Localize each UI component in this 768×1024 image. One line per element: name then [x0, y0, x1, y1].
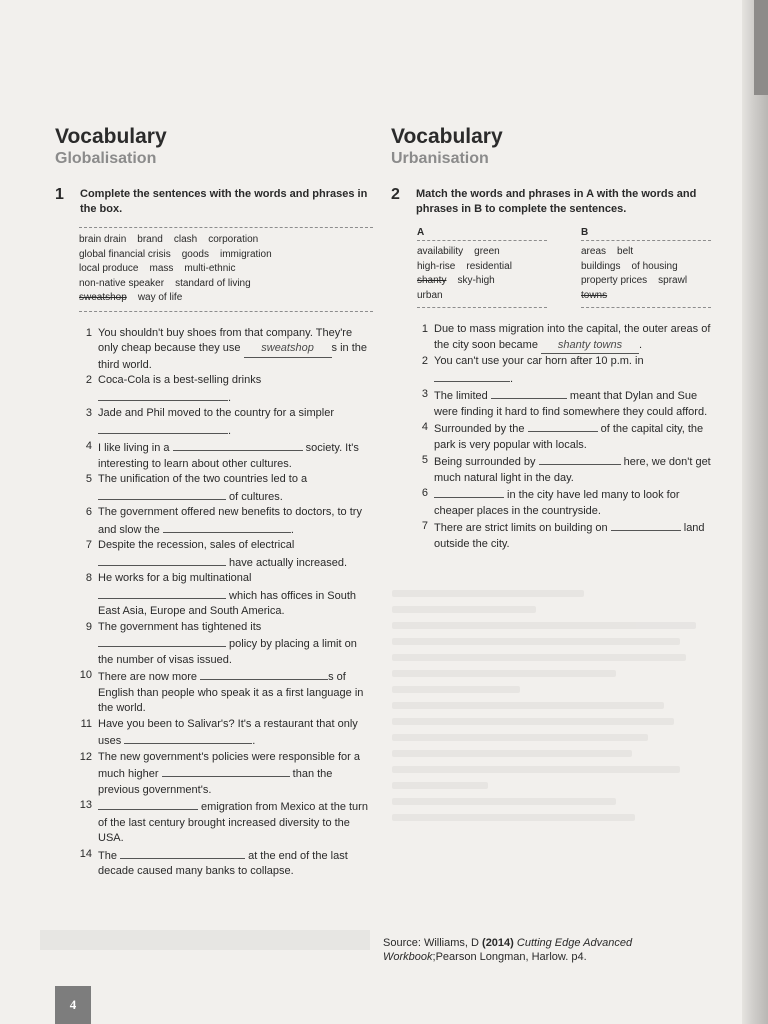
- exercise-item: [411, 354, 711, 387]
- item-text: [434, 486, 711, 519]
- word-option: immigration: [219, 248, 272, 260]
- item-text: [98, 620, 373, 669]
- page-edge-dark-corner: [754, 0, 768, 95]
- exercise-item: [411, 322, 711, 354]
- item-number: 1: [85, 326, 92, 339]
- word-option: clash: [173, 234, 198, 245]
- item-number: 2: [421, 355, 428, 367]
- item-text: [434, 387, 711, 420]
- item-text: [98, 406, 373, 439]
- word-box-line: [79, 262, 373, 277]
- word-option: availability: [417, 246, 464, 257]
- word-box-line: [79, 233, 373, 248]
- item-number: 7: [421, 520, 428, 532]
- exercise-instruction: Match the words and phrases in A with the words and phrases in B to complete the sentences.: [416, 188, 697, 215]
- item-number: 11: [80, 717, 92, 730]
- item-number: 6: [85, 506, 92, 518]
- word-option: of housing: [631, 260, 678, 272]
- item-number: 13: [79, 799, 92, 811]
- item-text-fragment: policy by placing a limit on the number of visas issued.: [98, 638, 357, 666]
- item-text-fragment: .: [510, 372, 514, 385]
- answer-blank-filled[interactable]: [244, 341, 332, 358]
- item-text: [98, 439, 373, 472]
- exercise-instruction: Complete the sentences with the words and phrases in the box.: [80, 188, 368, 215]
- item-text: [98, 798, 373, 847]
- item-text-fragment: which has offices in South East Asia, Europe and South America.: [98, 589, 357, 617]
- item-text-fragment: You can't use your car horn after 10 p.m. in: [434, 355, 644, 367]
- exercise-item: [75, 571, 373, 620]
- item-number: 3: [85, 407, 92, 419]
- answer-blank[interactable]: [124, 732, 252, 744]
- item-text-fragment: than the previous government's.: [98, 768, 333, 796]
- item-text-fragment: There are now more: [98, 671, 201, 683]
- item-text-fragment: .: [252, 735, 256, 747]
- column-b-box: [581, 240, 711, 308]
- exercise-item: [75, 406, 373, 439]
- exercise-item: [411, 486, 711, 519]
- word-option: local produce: [79, 263, 139, 274]
- item-text-fragment: .: [639, 338, 643, 351]
- word-option: buildings: [581, 260, 621, 272]
- item-text-fragment: of cultures.: [226, 490, 283, 503]
- source-prefix: Source: Williams, D: [383, 937, 483, 949]
- exercise-1-header: [55, 187, 373, 217]
- item-number: 14: [79, 847, 92, 860]
- exercise-item: [411, 420, 711, 453]
- word-box-line: [581, 289, 711, 304]
- word-option: global financial crisis: [79, 248, 171, 260]
- item-text-fragment: Despite the recession, sales of electrical: [98, 539, 295, 551]
- exercise-item: [75, 326, 373, 374]
- item-number: 5: [421, 454, 428, 466]
- word-option: sprawl: [658, 275, 688, 286]
- item-text-fragment: He works for a big multinational: [98, 572, 252, 584]
- item-text: [98, 472, 373, 505]
- word-option: mass: [149, 263, 174, 274]
- item-text-fragment: here, we don't get much natural light in the day.: [434, 456, 711, 484]
- answer-blank[interactable]: [98, 798, 198, 810]
- faded-show-through-text: [392, 590, 712, 920]
- source-year: (2014): [482, 937, 514, 949]
- exercise-item: [75, 668, 373, 717]
- answer-blank[interactable]: [173, 439, 303, 451]
- item-number: 1: [421, 323, 428, 335]
- exercise-2-items: [411, 322, 711, 552]
- section-title: Vocabulary: [55, 125, 167, 148]
- answer-blank[interactable]: [98, 587, 226, 599]
- item-text-fragment: society. It's interesting to learn about other cultures.: [98, 442, 359, 470]
- exercise-1-items: [75, 326, 373, 880]
- word-option: property prices: [581, 275, 648, 286]
- item-text-fragment: Being surrounded by: [434, 456, 539, 468]
- item-text: [98, 668, 373, 717]
- answer-blank-filled[interactable]: [541, 338, 639, 355]
- exercise-item: [75, 620, 373, 669]
- word-box-line: [417, 245, 547, 260]
- word-box-line: [79, 291, 373, 306]
- item-number: 4: [421, 421, 428, 433]
- exercise-number: 2: [391, 186, 400, 203]
- word-option: standard of living: [175, 277, 251, 289]
- item-number: 4: [85, 440, 92, 452]
- page-number: 4: [55, 986, 91, 1024]
- item-text-fragment: The government offered new benefits to doctors, to try and slow the: [98, 506, 362, 536]
- item-text-fragment: Surrounded by the: [434, 423, 528, 435]
- item-text-fragment: Have you been to Salivar's? It's a restaurant that only uses: [98, 717, 358, 747]
- answer-blank[interactable]: [98, 389, 228, 401]
- item-number: 5: [85, 473, 92, 485]
- item-text-fragment: I like living in a: [98, 442, 173, 454]
- item-number: 3: [421, 388, 428, 400]
- word-box-line: [417, 289, 547, 304]
- exercise-number: 1: [55, 186, 64, 203]
- item-text: [98, 717, 373, 750]
- urbanisation-section: [391, 125, 711, 552]
- item-number: 2: [85, 374, 92, 386]
- item-text-fragment: meant that Dylan and Sue were finding it hard to find somewhere they could afford.: [434, 390, 708, 418]
- word-option: way of life: [137, 292, 183, 303]
- item-text-fragment: There are strict limits on building on: [434, 522, 611, 534]
- item-text: [98, 750, 373, 799]
- word-used: shanty: [417, 275, 447, 286]
- answer-blank[interactable]: [98, 422, 228, 434]
- exercise-item: [75, 439, 373, 472]
- match-columns: [417, 227, 711, 308]
- item-text-fragment: Jade and Phil moved to the country for a simpler: [98, 407, 335, 419]
- item-text: [98, 571, 373, 620]
- section-subtitle: Urbanisation: [391, 150, 489, 167]
- exercise-item: [411, 519, 711, 552]
- item-text-fragment: have actually increased.: [226, 556, 348, 569]
- item-text: [98, 847, 373, 880]
- answer-blank[interactable]: [539, 453, 621, 465]
- item-text-fragment: The unification of the two countries led to a: [98, 473, 308, 485]
- word-option: sky-high: [457, 275, 495, 286]
- word-option: brand: [137, 234, 163, 245]
- word-option: residential: [466, 260, 512, 272]
- word-box: [79, 227, 373, 312]
- handwritten-answer: sweatshop: [261, 342, 314, 354]
- column-b: [581, 227, 711, 308]
- handwritten-answer: shanty towns: [557, 338, 623, 351]
- item-text-fragment: in the city have led many to look for cheaper places in the countryside.: [434, 489, 680, 517]
- word-box-line: [581, 274, 711, 289]
- word-option: brain drain: [79, 234, 127, 245]
- item-text-fragment: The limited: [434, 390, 491, 402]
- word-option: urban: [417, 289, 443, 301]
- globalisation-section: [55, 125, 373, 880]
- item-text-fragment: s in the third world.: [98, 342, 368, 371]
- answer-blank[interactable]: [163, 521, 291, 533]
- answer-blank[interactable]: [98, 554, 226, 566]
- exercise-item: [75, 538, 373, 571]
- exercise-item: [75, 472, 373, 505]
- exercise-item: [411, 453, 711, 486]
- word-box-line: [417, 274, 547, 289]
- word-option: multi-ethnic: [184, 263, 236, 274]
- word-box-line: [79, 248, 373, 263]
- word-box-line: [581, 245, 711, 260]
- word-used: towns: [581, 289, 608, 301]
- answer-blank[interactable]: [98, 635, 226, 647]
- answer-blank[interactable]: [611, 519, 681, 531]
- word-box-line: [417, 260, 547, 275]
- item-text-fragment: land outside the city.: [434, 522, 705, 550]
- word-option: corporation: [208, 234, 259, 245]
- exercise-item: [75, 717, 373, 750]
- answer-blank[interactable]: [98, 488, 226, 500]
- item-text: [434, 354, 711, 387]
- answer-blank[interactable]: [162, 765, 290, 777]
- word-used: sweatshop: [79, 292, 127, 303]
- exercise-item: [75, 750, 373, 799]
- item-text-fragment: .: [228, 391, 232, 404]
- word-option: goods: [181, 248, 209, 260]
- item-text: [434, 453, 711, 486]
- source-title: Cutting Edge Advanced Workbook: [383, 937, 633, 963]
- column-b-heading: B: [581, 227, 589, 238]
- exercise-item: [75, 798, 373, 847]
- answer-blank[interactable]: [528, 420, 598, 432]
- answer-blank[interactable]: [200, 668, 328, 680]
- item-text: [98, 373, 373, 406]
- item-text: [434, 322, 711, 354]
- item-text-fragment: .: [290, 523, 294, 536]
- source-suffix: ;Pearson Longman, Harlow. p4.: [432, 951, 587, 963]
- item-number: 10: [79, 669, 92, 681]
- word-option: green: [474, 246, 500, 257]
- item-text: [434, 420, 711, 453]
- source-citation: [383, 936, 713, 964]
- item-text-fragment: emigration from Mexico at the turn of the last century brought increased diversity to the USA.: [98, 801, 368, 844]
- word-option: belt: [617, 246, 634, 257]
- answer-blank[interactable]: [491, 387, 567, 399]
- column-a: [417, 227, 547, 308]
- item-text-fragment: of the capital city, the park is very popular with locals.: [434, 423, 704, 451]
- item-text-fragment: The new government's policies were responsible for a much higher: [98, 750, 360, 780]
- scan-smudge: [40, 930, 370, 950]
- exercise-item: [75, 505, 373, 538]
- item-text: [434, 519, 711, 552]
- answer-blank[interactable]: [120, 847, 245, 859]
- word-box-line: [581, 260, 711, 275]
- item-number: 6: [421, 487, 428, 499]
- item-text-fragment: Due to mass migration into the capital, the outer areas of the city soon became: [434, 323, 711, 351]
- page-edge-shadow: [742, 0, 768, 1024]
- item-text-fragment: Coca-Cola is a best-selling drinks: [98, 374, 262, 386]
- exercise-item: [411, 387, 711, 420]
- column-a-box: [417, 240, 547, 308]
- item-number: 7: [85, 539, 92, 551]
- item-number: 8: [85, 572, 92, 584]
- item-text-fragment: .: [228, 424, 232, 437]
- exercise-item: [75, 847, 373, 880]
- word-option: non-native speaker: [79, 277, 165, 289]
- item-text: [98, 505, 373, 538]
- section-subtitle: Globalisation: [55, 150, 157, 167]
- item-text-fragment: The: [98, 849, 121, 862]
- item-text-fragment: You shouldn't buy shoes from that company. They're only cheap because they use: [98, 326, 353, 354]
- item-text-fragment: at the end of the last decade caused many banks to collapse.: [98, 849, 348, 877]
- word-box-line: [79, 277, 373, 292]
- item-text-fragment: s of English than people who speak it as a first language in the world.: [98, 671, 364, 714]
- word-option: high-rise: [417, 260, 456, 272]
- item-text: [98, 326, 373, 374]
- item-text: [98, 538, 373, 571]
- answer-blank[interactable]: [434, 486, 504, 498]
- column-a-heading: A: [417, 227, 425, 238]
- item-number: 12: [79, 750, 92, 763]
- item-number: 9: [85, 620, 92, 633]
- section-title: Vocabulary: [391, 125, 503, 148]
- item-text-fragment: The government has tightened its: [98, 620, 262, 633]
- exercise-2-header: [391, 187, 711, 217]
- exercise-item: [75, 373, 373, 406]
- answer-blank[interactable]: [434, 370, 510, 382]
- word-option: areas: [581, 246, 607, 257]
